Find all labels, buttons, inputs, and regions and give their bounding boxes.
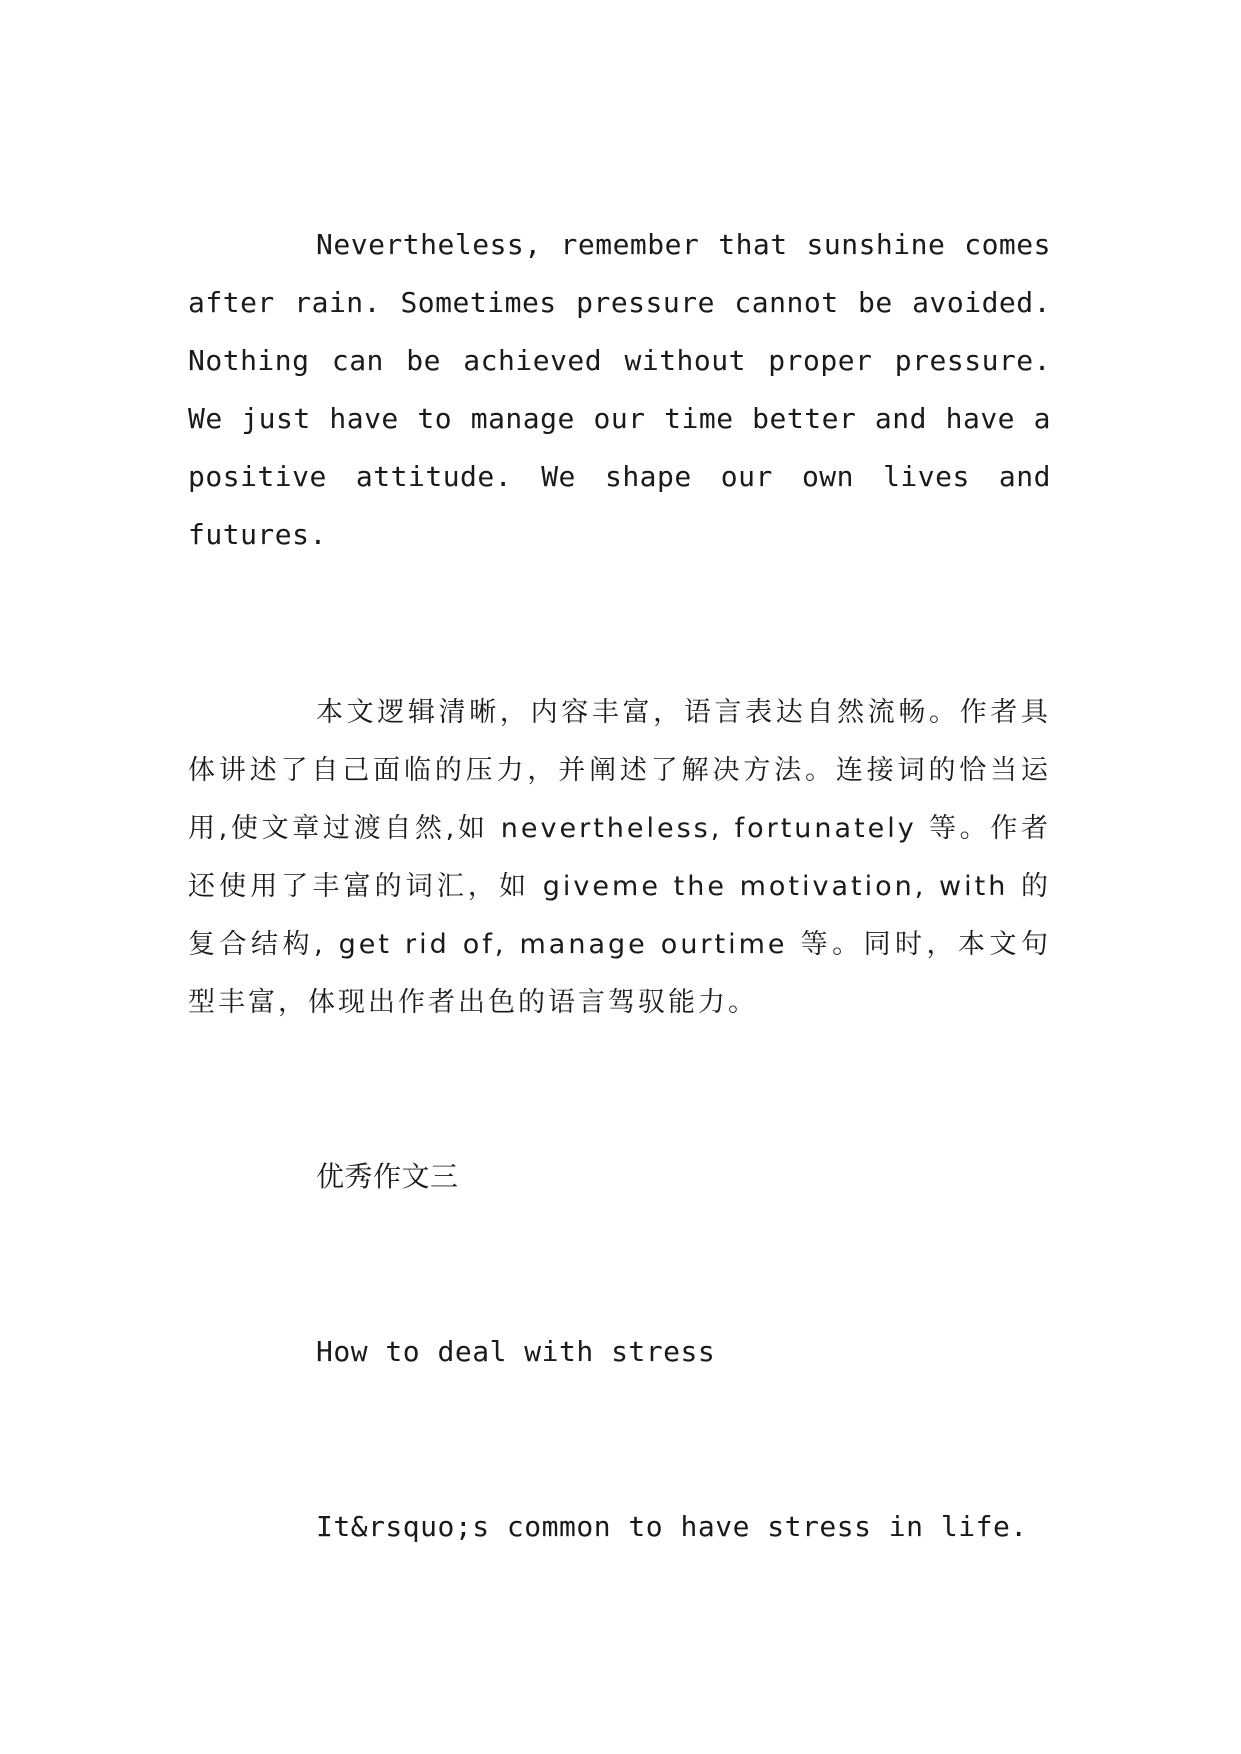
paragraph-conclusion-english: Nevertheless, remember that sunshine comes after rain. Sometimes pressure cannot be avoided. Nothing can be achieved without proper pressure. We just have to manage our time better and have a positive attitude. We shape our own lives and futures. [188, 228, 1051, 551]
paragraph-opening-line: It&rsquo;s common to have stress in life. [316, 1510, 1028, 1543]
paragraph-commentary-chinese: 本文逻辑清晰，内容丰富，语言表达自然流畅。作者具体讲述了自己面临的压力，并阐述了解决方法。连接词的恰当运用,使文章过渡自然,如 nevertheless, fortunately 等。作者还使用了丰富的词汇，如 giveme the motivation, with 的复合结构, get rid of, manage ourtime 等。同时，本文句型丰富，体现出作者出色的语言驾驭能力。 [188, 697, 1051, 1018]
essay-title: How to deal with stress [316, 1335, 716, 1368]
section-heading: 优秀作文三 [316, 1160, 459, 1193]
